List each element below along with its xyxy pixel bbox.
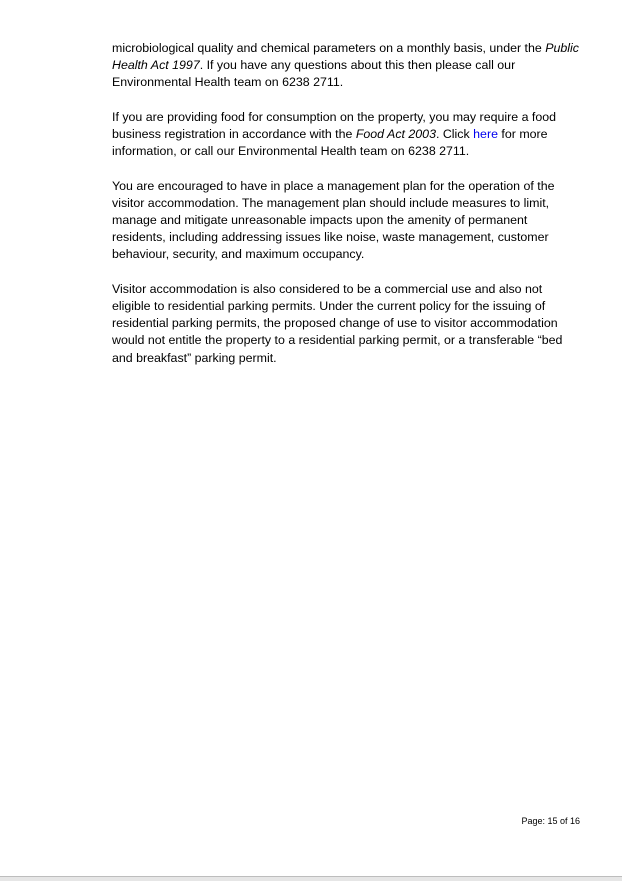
here-link[interactable]: here <box>473 127 498 141</box>
paragraph-text: . If you have any questions about this then please call our Environmental Health team on 6238 2711. <box>112 58 516 90</box>
paragraph-water-quality <box>112 40 584 92</box>
paragraph-management-plan: You are encouraged to have in place a management plan for the operation of the visitor accommodation. The management plan should include measures to limit, manage and mitigate unreasonable impacts upon the amenity of permanent residents, including addressing issues like noise, waste management, customer behaviour, security, and maximum occupancy. <box>112 178 555 262</box>
body-text <box>112 40 584 384</box>
paragraph-text: for more information, or call our Environmental Health team on 6238 2711. <box>112 127 548 159</box>
page-number: Page: 15 of 16 <box>521 816 580 826</box>
paragraph-food-business <box>112 109 584 161</box>
paragraph-parking-permits: Visitor accommodation is also considered to be a commercial use and also not eligible to residential parking permits. Under the current policy for the issuing of residential parking permits, the proposed change of use to visitor accommodation would not entitle the property to a residential parking permit, or a transferable “bed and breakfast” parking permit. <box>112 281 563 365</box>
act-reference-food: Food Act 2003 <box>355 127 436 141</box>
paragraph-text: If you are providing food for consumption on the property, you may require a food business registration in accordance with the <box>112 109 557 141</box>
page-edge-divider <box>0 876 622 881</box>
paragraph-text: . Click <box>435 127 474 141</box>
act-reference-public-health: Public Health Act 1997 <box>112 41 579 73</box>
paragraph-text: microbiological quality and chemical parameters on a monthly basis, under the <box>112 41 546 55</box>
